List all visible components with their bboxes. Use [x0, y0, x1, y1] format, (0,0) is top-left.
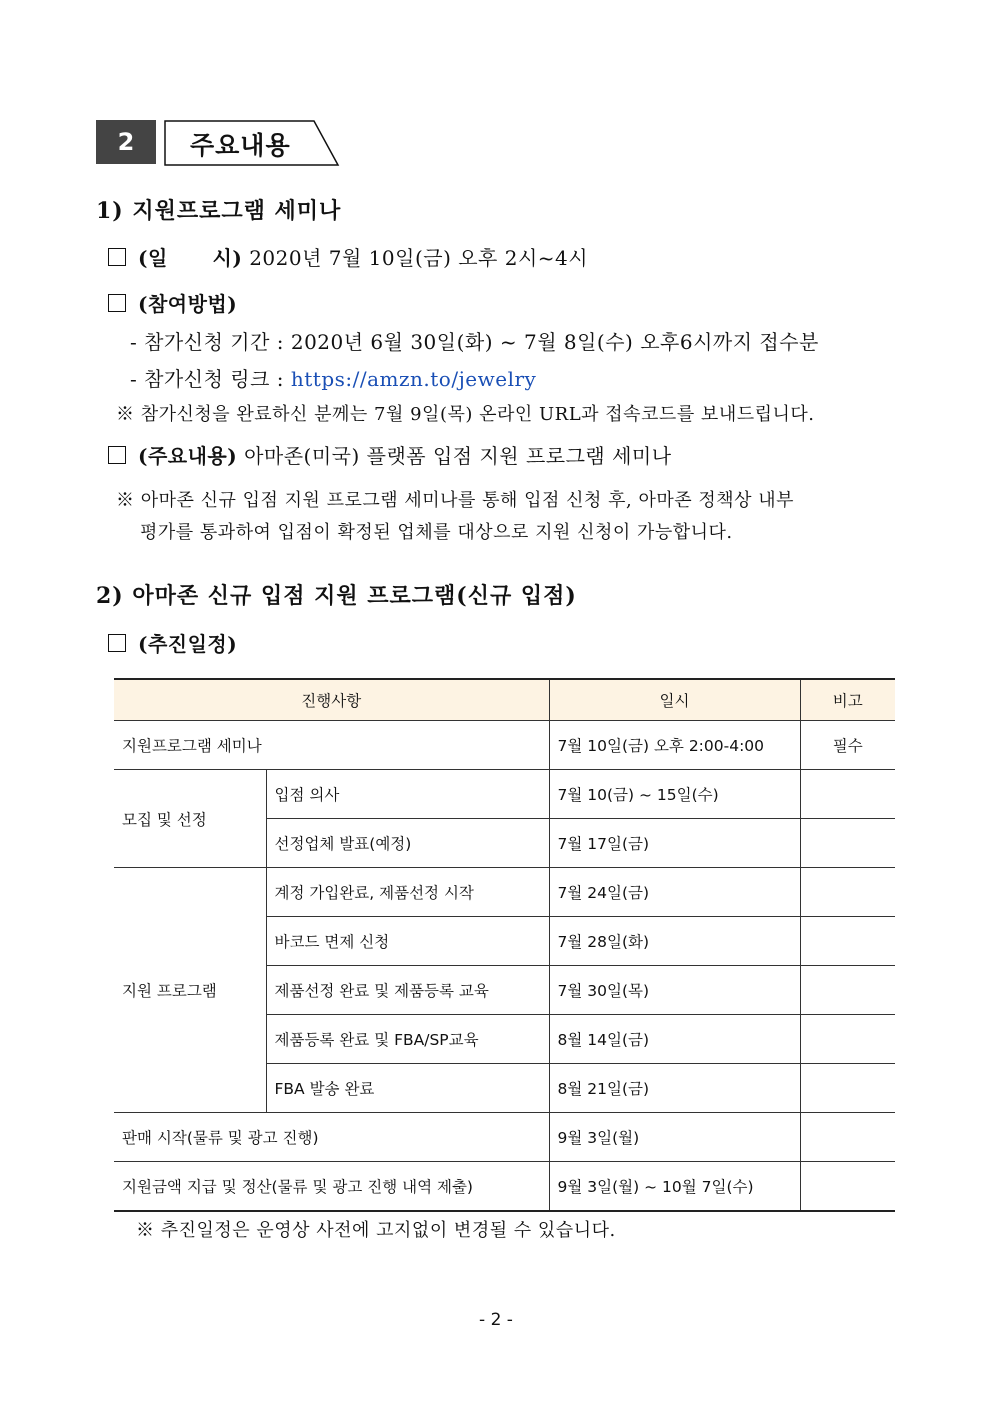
content-label: (주요내용) — [138, 444, 238, 468]
table-row — [114, 868, 895, 917]
note-cell — [800, 1015, 895, 1064]
date-cell: 8월 14일(금) — [549, 1015, 800, 1064]
item-cell: 제품등록 완료 및 FBA/SP교육 — [266, 1015, 549, 1064]
date-cell: 7월 30일(목) — [549, 966, 800, 1015]
note-url-code: ※ 참가신청을 완료하신 분께는 7월 9일(목) 온라인 URL과 접속코드를 보내드립니다. — [116, 404, 815, 425]
schedule-table — [114, 678, 895, 1212]
method-row — [108, 288, 237, 317]
date-cell: 9월 3일(월) ~ 10월 7일(수) — [549, 1162, 800, 1212]
item-cell: 제품선정 완료 및 제품등록 교육 — [266, 966, 549, 1015]
note-eligibility-line1: ※ 아마존 신규 입점 지원 프로그램 세미나를 통해 입점 신청 후, 아마존 정책상 내부 — [116, 490, 795, 511]
note-cell — [800, 917, 895, 966]
note-cell — [800, 770, 895, 819]
table-row — [114, 770, 895, 819]
item-cell: 판매 시작(물류 및 광고 진행) — [114, 1113, 549, 1162]
date-cell: 8월 21일(금) — [549, 1064, 800, 1113]
table-row — [114, 721, 895, 770]
item-cell: 선정업체 발표(예정) — [266, 819, 549, 868]
date-label: (일 시) — [138, 246, 243, 270]
date-cell: 9월 3일(월) — [549, 1113, 800, 1162]
note-cell — [800, 1162, 895, 1212]
part2-heading: 2) 아마존 신규 입점 지원 프로그램(신규 입점) — [96, 583, 577, 609]
period-line: - 참가신청 기간 : 2020년 6월 30일(화) ~ 7월 8일(수) 오후6시까지 접수분 — [130, 330, 819, 354]
part1-heading: 1) 지원프로그램 세미나 — [96, 198, 342, 224]
date-cell: 7월 28일(화) — [549, 917, 800, 966]
registration-link[interactable]: https://amzn.to/jewelry — [290, 367, 537, 391]
link-line — [130, 363, 536, 392]
note-cell — [800, 868, 895, 917]
note-cell — [800, 966, 895, 1015]
table-row — [114, 1162, 895, 1212]
date-cell: 7월 17일(금) — [549, 819, 800, 868]
item-cell: FBA 발송 완료 — [266, 1064, 549, 1113]
note-cell — [800, 1064, 895, 1113]
checkbox-square-icon — [108, 446, 126, 464]
note-cell — [800, 1113, 895, 1162]
link-prefix: - 참가신청 링크 : — [130, 367, 291, 391]
date-cell: 7월 10일(금) 오후 2:00-4:00 — [549, 721, 800, 770]
header-date: 일시 — [549, 679, 800, 721]
date-cell: 7월 10(금) ~ 15일(수) — [549, 770, 800, 819]
section-title-tab — [164, 120, 340, 166]
content-row — [108, 440, 672, 469]
group-cell: 지원 프로그램 — [114, 868, 266, 1113]
checkbox-square-icon — [108, 248, 126, 266]
page-number: - 2 - — [479, 1310, 513, 1330]
note-cell: 필수 — [800, 721, 895, 770]
checkbox-square-icon — [108, 294, 126, 312]
header-note: 비고 — [800, 679, 895, 721]
item-cell: 바코드 면제 신청 — [266, 917, 549, 966]
schedule-row — [108, 628, 237, 657]
note-cell — [800, 819, 895, 868]
item-cell: 입점 의사 — [266, 770, 549, 819]
content-value: 아마존(미국) 플랫폼 입점 지원 프로그램 세미나 — [244, 444, 672, 468]
schedule-label: (추진일정) — [138, 632, 238, 656]
group-cell: 모집 및 선정 — [114, 770, 266, 868]
date-value: 2020년 7월 10일(금) 오후 2시~4시 — [249, 246, 589, 270]
section-title: 주요내용 — [190, 131, 291, 160]
section-number-badge: 2 — [96, 120, 156, 164]
note-eligibility-line2: 평가를 통과하여 입점이 확정된 업체를 대상으로 지원 신청이 가능합니다. — [140, 522, 733, 543]
seminar-date-row — [108, 242, 588, 271]
table-header-row — [114, 679, 895, 721]
table-row — [114, 1113, 895, 1162]
note-schedule-change: ※ 추진일정은 운영상 사전에 고지없이 변경될 수 있습니다. — [136, 1220, 616, 1241]
item-cell: 지원프로그램 세미나 — [114, 721, 549, 770]
header-item: 진행사항 — [114, 679, 549, 721]
date-cell: 7월 24일(금) — [549, 868, 800, 917]
checkbox-square-icon — [108, 634, 126, 652]
method-label: (참여방법) — [138, 292, 238, 316]
item-cell: 지원금액 지급 및 정산(물류 및 광고 진행 내역 제출) — [114, 1162, 549, 1212]
item-cell: 계정 가입완료, 제품선정 시작 — [266, 868, 549, 917]
